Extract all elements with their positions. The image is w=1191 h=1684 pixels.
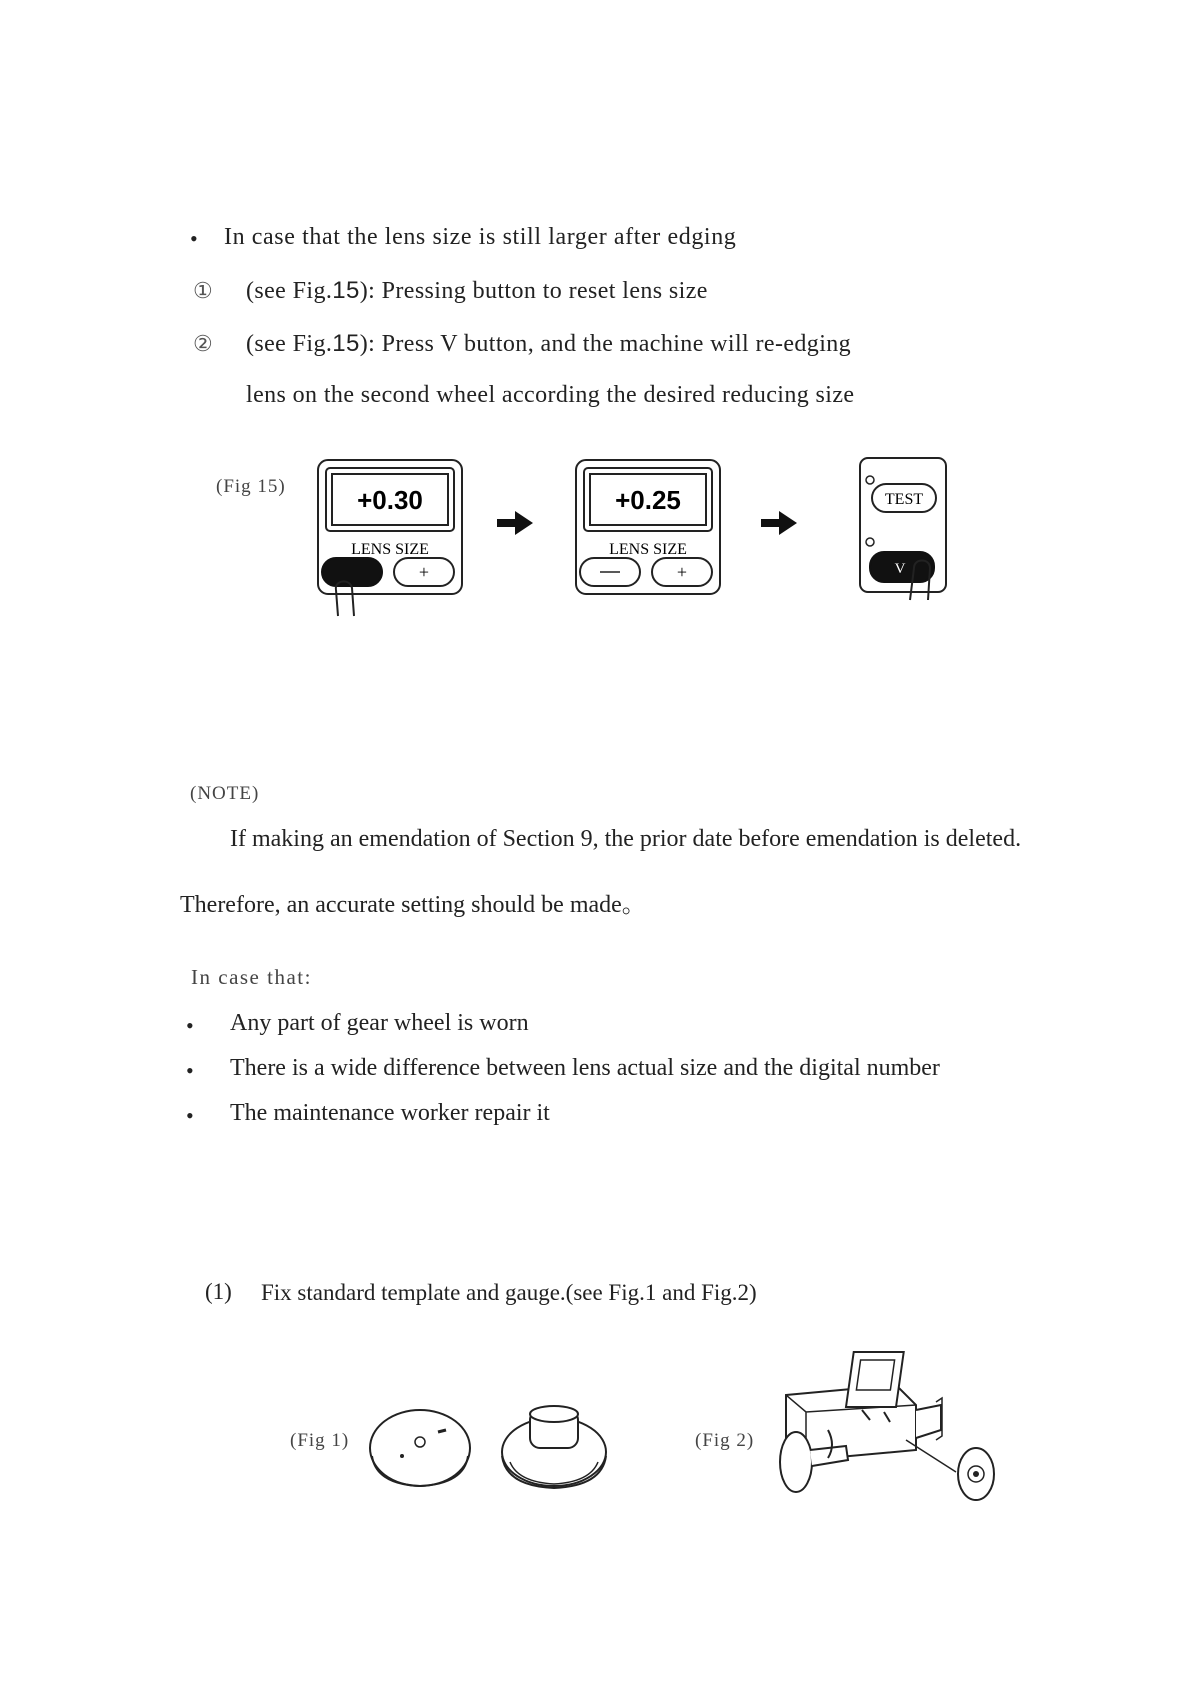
step2-line [246, 330, 851, 358]
panel1-display-value: +0.30 [357, 485, 423, 515]
step1-text: ): Pressing button to reset lens size [359, 278, 708, 304]
case-bullet: • [186, 1013, 194, 1038]
minus-button-pressed[interactable] [322, 558, 382, 586]
fig1-label: (Fig 1) [290, 1430, 350, 1451]
case-item-2: There is a wide difference between lens actual size and the digital number [230, 1055, 940, 1081]
step2-text: ): Press V button, and the machine will re-edging [359, 331, 852, 357]
step-text: Fix standard template and gauge.(see Fig.1 and Fig.2) [261, 1280, 757, 1305]
step2-ref: (see Fig. [246, 331, 333, 357]
test-indicator-light [866, 476, 874, 484]
case-item-3: The maintenance worker repair it [230, 1100, 550, 1126]
panel2-caption: LENS SIZE [609, 541, 687, 558]
note-line-1: If making an emendation of Section 9, the prior date before emendation is deleted. [230, 826, 1022, 852]
case-item-1: Any part of gear wheel is worn [230, 1010, 529, 1036]
plus-sign: + [676, 562, 688, 582]
plus-sign: + [418, 562, 430, 582]
fig15-label: (Fig 15) [216, 476, 286, 497]
test-button-label: TEST [884, 491, 924, 508]
panel1-caption: LENS SIZE [351, 541, 429, 558]
lens-size-panel-2 [574, 458, 724, 598]
step1-ref: (see Fig. [246, 278, 333, 304]
test-v-panel [858, 456, 950, 616]
gauge-assembly-illustration [766, 1350, 1016, 1510]
step1-marker: ① [193, 278, 213, 303]
case-bullet: • [186, 1058, 194, 1083]
section-heading: In case that the lens size is still larger after edging [224, 224, 737, 250]
gauge-illustration [498, 1400, 610, 1490]
arrow-right-icon [495, 508, 535, 538]
heading-bullet: • [190, 226, 198, 251]
step2-fig: 15 [332, 330, 360, 357]
case-bullet: • [186, 1103, 194, 1128]
lens-size-panel-1 [316, 458, 466, 618]
panel2-display-value: +0.25 [615, 485, 681, 515]
note-line-2: Therefore, an accurate setting should be made。 [180, 892, 646, 918]
v-indicator-light [866, 538, 874, 546]
arrow-right-icon [759, 508, 799, 538]
fig2-label: (Fig 2) [695, 1430, 755, 1451]
step2-continuation: lens on the second wheel according the desired reducing size [246, 382, 855, 408]
cases-intro: In case that: [191, 965, 312, 989]
step1-line [246, 277, 708, 305]
step-number: (1) [205, 1279, 232, 1304]
step1-fig: 15 [332, 277, 360, 304]
note-title: (NOTE) [190, 783, 260, 804]
step2-marker: ② [193, 331, 213, 356]
v-button-label: V [894, 561, 906, 577]
standard-template-illustration [366, 1400, 476, 1490]
